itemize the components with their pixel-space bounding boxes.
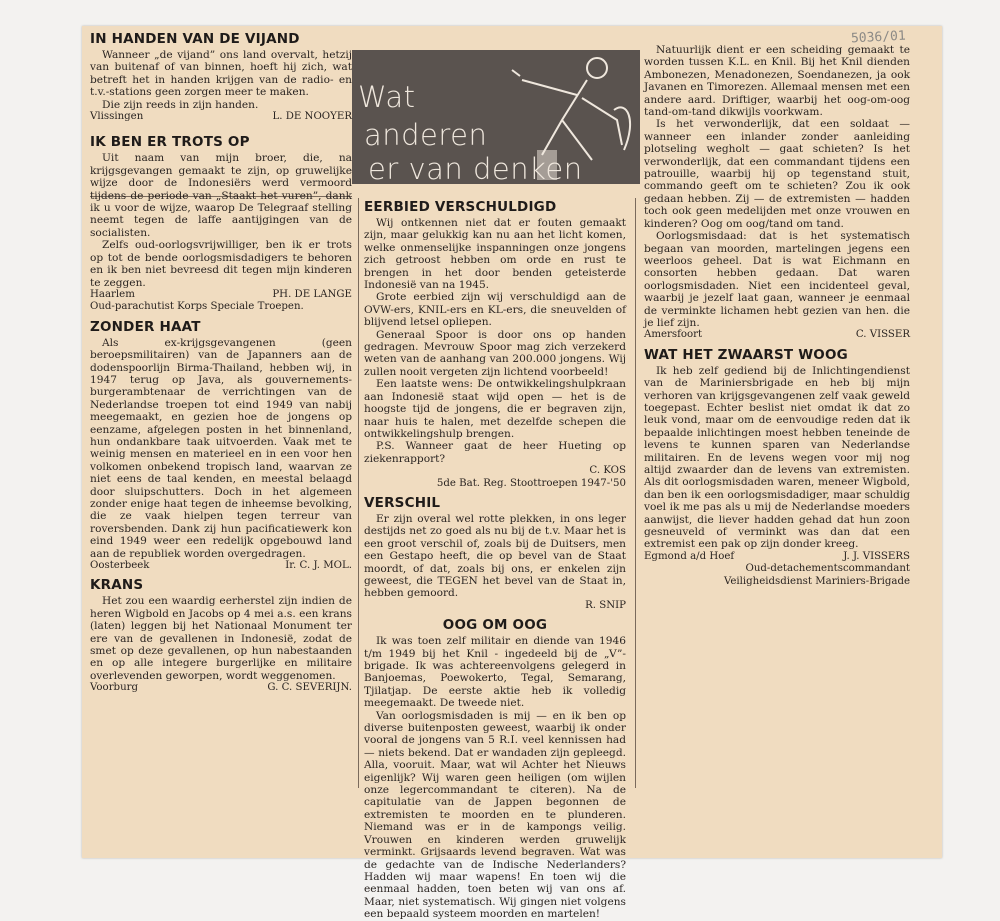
article-verschil xyxy=(364,496,626,612)
article-title: EERBIED VERSCHULDIGD xyxy=(364,199,557,215)
signature-line-3: Veiligheidsdienst Mariniers-Brigade xyxy=(723,575,910,587)
column-rule xyxy=(358,198,359,788)
article-paragraph: Het zou een waardig eerherstel zijn indien de heren Wigbold en Jacobs op 4 mei a.s. een krans (laten) leggen bij het Nationaal Monument ter ere van de gevallenen in Indonesië, zodat de smet op deze gevallenen, op hun nabestaanden en op alle integere burgerlijke en militaire overlevenden geworpen, wordt weggenomen. xyxy=(90,595,352,682)
article-paragraph: Er zijn overal wel rotte plekken, in ons leger destijds net zo goed als nu bij de t.v. Maar het is een groot verschil of, zoals bij de Duitsers, men een Gestapo heeft, die op bevel van de Staat moordt, of dat, zoals bij ons, er enkelen zijn geweest, die TEGEN het bevel van de Staat in, hebben gemoord. xyxy=(364,512,626,600)
column-3 xyxy=(644,26,910,858)
article-oog-om-oog-part-1 xyxy=(364,617,626,921)
article-trots xyxy=(90,135,352,313)
signature-place: Oosterbeek xyxy=(90,560,150,572)
article-paragraph: Grote eerbied zijn wij verschuldigd aan de OVW-ers, KNIL-ers en KL-ers, die sneuvelden of blijvend letsel opliepen. xyxy=(364,291,626,329)
signature xyxy=(90,682,352,694)
column-banner xyxy=(352,50,640,184)
article-paragraph: Die zijn reeds in zijn handen. xyxy=(102,98,259,111)
column-1 xyxy=(90,26,352,858)
signature-place: Haarlem xyxy=(90,288,135,300)
signature-author: R. SNIP xyxy=(585,599,626,611)
article-krans xyxy=(90,578,352,694)
article-title: KRANS xyxy=(90,577,144,594)
signature xyxy=(90,289,352,301)
article-in-handen xyxy=(90,32,352,123)
article-paragraph: Wij ontkennen niet dat er fouten gemaakt zijn, maar gelukkig kan nu aan het licht komen, welke onmenselijke inspanningen onze jongens zich getroost hebben om orde en rust te brengen in het door benden geteisterde Indonesië van na 1945. xyxy=(364,217,626,292)
banner-line-3: er van denken xyxy=(368,152,583,186)
article-paragraph: Zelfs oud-oorlogsvrijwilliger, ben ik er trots op tot de bende oorlogsmisdadigers te behoren en ik ben niet bevreesd dit tegen mijn kinderen te zeggen. xyxy=(90,239,352,289)
article-title: WAT HET ZWAARST WOOG xyxy=(644,346,848,363)
article-eerbied xyxy=(364,200,626,490)
signature-line-2: Oud-parachutist Korps Speciale Troepen. xyxy=(90,301,304,313)
signature-author: PH. DE LANGE xyxy=(272,288,352,300)
article-paragraph: Van oorlogsmisdaden is mij — en ik ben op diverse buitenposten geweest, waarbij ik onder vooral de jongens van 5 R.I. veel kennissen had — niets bekend. Dat er wandaden zijn gepleegd. Alla, vooruit. Maar, wat wil Achter het Nieuws eigenlijk? Wij waren geen heiligen (om wijlen onze legercommandant te citeren). Na de capitulatie van de Jappen begonnen de extremisten te moorden en te plunderen. Niemand was er in de kampongs veilig. Vrouwen en kinderen werden gruwelijk verminkt. Grijsaards levend begraven. Wat was de gedachte van de Indische Nederlanders? Hadden wij maar wapens! En toen wij die eenmaal hadden, toen beten wij van ons af. Maar, niet systematisch. Wij gingen niet volgens een bepaald systeem moorden en martelen! xyxy=(364,709,626,921)
signature-author: J. J. VISSERS xyxy=(843,550,910,562)
signature xyxy=(90,111,352,123)
article-title: IN HANDEN VAN DE VIJAND xyxy=(90,31,300,47)
banner-line-2: anderen xyxy=(364,118,488,152)
article-paragraph: Natuurlijk dient er een scheiding gemaakt te worden tussen K.L. en Knil. Bij het Knil dienden Ambonezen, Menadonezen, Soendanezen, ja ook Javanen en Timorezen. Allemaal mensen met een andere aard. Driftiger, waarbij het oog-om-oog tand-om-tand dikwijls voorkwam. xyxy=(644,44,910,119)
article-paragraph: Wanneer „de vijand” ons land overvalt, hetzij van buitenaf of van binnen, hoeft hij zich, wat betreft het in handen krijgen van de radio- en t.v.-stations geen zorgen meer te maken. xyxy=(90,49,352,99)
article-paragraph: Een laatste wens: De ontwikkelingshulpkraan aan Indonesië staat wijd open — het is de hoogste tijd de jongens, die er begraven zijn, naar huis te halen, met dezelfde schepen die ontwikkelingshulp brengen. xyxy=(364,378,626,440)
signature-place: Voorburg xyxy=(90,682,139,694)
article-title: VERSCHIL xyxy=(364,494,441,511)
signature-author: Ir. C. J. MOL. xyxy=(285,560,352,572)
signature-author: C. KOS xyxy=(589,465,626,477)
article-paragraph: Als ex-krijgsgevangenen (geen beroepsmilitairen) van de Japanners aan de dodenspoorlijn Birma-Thailand, hebben wij, in 1947 terug op Java, als gouvernements-burgerambtenaar de verrichtingen van de Nederlandse troepen tot eind 1949 van nabij meegemaakt, en gezien hoe de jongens op eenzame, afgelegen posten in het binnenland, hun ondankbare taak uitvoerden. Vaak met te weinig mensen en materieel en in een voor hen volkomen onbekend tropisch land, waarvan ze niet eens de taal kenden, en meestal belaagd door sluipschutters. Doch in het algemeen zonder enige haat tegen de inheemse bevolking, die ze vaak hielpen tegen terreur van roversbenden. Dank zij hun pacificatiewerk kon eind 1949 weer een redelijk opgebouwd land aan de republiek worden overgedragen. xyxy=(90,336,352,560)
signature-author: G. C. SEVERIJN. xyxy=(267,682,352,694)
article-paragraph: P.S. Wanneer gaat de heer Hueting op ziekenrapport? xyxy=(364,440,626,465)
article-paragraph: Ik heb zelf gediend bij de Inlichtingendienst van de Mariniersbrigade en heb bij mijn verhoren van krijgsgevangenen zelf vaak geweld toegepast. Echter beslist niet omdat ik dat zo leuk vond, maar om de eenvoudige reden dat ik bepaalde inlichtingen moest hebben teneinde de levens te kunnen sparen van Nederlandse militairen. En de levens wegen voor mij nog altijd zwaarder dan de levens van extremisten. Als dit oorlogsmisdaden waren, meneer Wigbold, dan ben ik een oorlogsmisdadiger, maar schuldig voel ik me pas als u mij de Nederlandse moeders aanwijst, die liever hadden gehad dat hun zoon gesneuveld of verminkt was dan dat een extremist een pak op zijn donder kreeg. xyxy=(644,364,910,551)
column-2 xyxy=(364,194,626,921)
article-paragraph: Ik was toen zelf militair en diende van 1946 t/m 1949 bij het Knil - ingedeeld bij de „V”-brigade. Ik was achtereenvolgens gelegerd in Banjoemas, Poewokerto, Tegal, Semarang, Tjilatjap. De eerste aktie heb ik volledig meegemaakt. De tweede niet. xyxy=(364,635,626,710)
signature xyxy=(90,560,352,572)
signature xyxy=(644,329,910,341)
signature-author: L. DE NOOYER xyxy=(272,111,352,123)
banner-line-1: Wat xyxy=(358,80,416,114)
signature-line-2: Oud-detachementscommandant xyxy=(745,563,910,575)
signature-place: Vlissingen xyxy=(90,111,144,123)
signature-line-2: 5de Bat. Reg. Stoottroepen 1947-'50 xyxy=(436,477,626,489)
article-zwaarst xyxy=(644,348,910,588)
article-paragraph: Oorlogsmisdaad: dat is het systematisch begaan van moorden, martelingen jegens een weerloos geheel. Dat is wat Eichmann en consorten hebben gedaan. Dat waren oorlogsmisdaden. Niet een incidenteel geval, waarbij je jezelf laat gaan, wanneer je eenmaal de verminkte lichamen hebt gezien van hen. die je lief zijn. xyxy=(644,230,910,329)
column-rule xyxy=(635,198,636,788)
article-title: ZONDER HAAT xyxy=(90,318,201,335)
article-paragraph: Uit naam van mijn broer, die, na krijgsgevangen gemaakt te zijn, op gruwelijke wijze door de Indonesiërs werd vermoord tijdens de periode van „Staakt het vuren”, dank ik u voor de wijze, waarop De Telegraaf stelling neemt tegen de laffe aantijgingen van de socialisten. xyxy=(90,152,352,239)
signature xyxy=(644,551,910,563)
article-title: IK BEN ER TROTS OP xyxy=(90,134,250,151)
newspaper-clipping xyxy=(82,26,942,921)
article-oog-om-oog-part-2 xyxy=(644,44,910,342)
article-title: OOG OM OOG xyxy=(442,617,548,634)
article-zonder-haat xyxy=(90,320,352,573)
signature-place: Amersfoort xyxy=(644,329,703,341)
signature-place: Egmond a/d Hoef xyxy=(644,550,735,562)
article-paragraph: Generaal Spoor is door ons op handen gedragen. Mevrouw Spoor mag zich verzekerd weten van de aanhang van 200.000 jongens. Wij zullen nooit vergeten zijn lichtend voorbeeld! xyxy=(364,328,626,378)
pencil-annotation: 5036/01 xyxy=(850,28,907,47)
article-paragraph: Is het verwonderlijk, dat een soldaat — wanneer een inlander zonder aanleiding plotseling wegholt — gaat schieten? Is het verwonderlijk, dat een commandant tijdens een patrouille, waarbij hij op tegenstand stuit, commando geeft om te schieten? Zou ik ook gedaan hebben. Zij — de extremisten — hadden toch ook geen medelijden met onze vrouwen en kinderen? Oog om oog/tand om tand. xyxy=(644,118,910,230)
signature-author: C. VISSER xyxy=(855,329,910,341)
